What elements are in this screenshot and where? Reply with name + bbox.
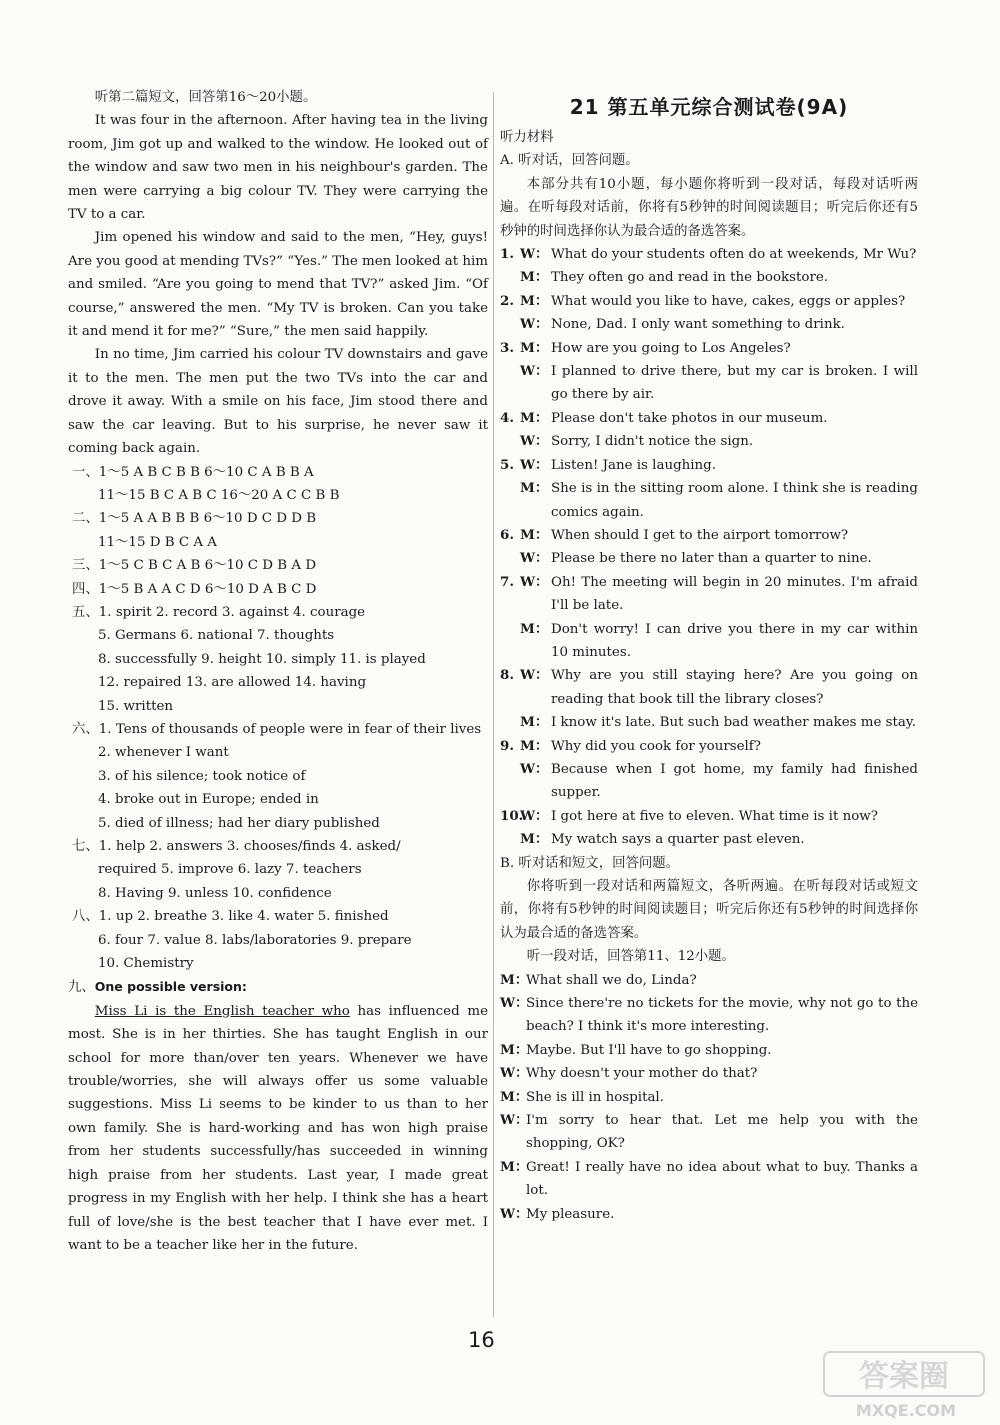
conversation-text: My pleasure. (526, 1206, 615, 1222)
answer-key (68, 461, 488, 976)
dialogue-line (500, 524, 918, 547)
section9-header (68, 975, 488, 999)
dialogue-line (500, 454, 918, 477)
partB-heading: B. 听对话和短文，回答问题。 (500, 855, 680, 871)
essay-text: has influenced me most. She is in her thirties. She has taught English in our school for more than/over ten years. Whenever we have trouble/worries, she will always offer us some valuable suggestions. Miss Li seems to be kinder to us than to her own family. She is hard-working and has won high praise from her students successfully/has succeeded in winning high praise from her students. Last year, I made great progress in my English with her help. I think she has a heart full of love/she is the best teacher that I have ever met. I want to be a teacher like her in the future. (68, 1003, 488, 1253)
dialogue-number: 7. (500, 573, 514, 590)
test-title: 21 第五单元综合测试卷(9A) (569, 95, 849, 119)
speaker-label: M： (520, 409, 549, 426)
right-column (500, 86, 918, 1226)
dialogue-line (500, 290, 918, 313)
dialogue-line (500, 477, 918, 524)
dialogue-line (500, 337, 918, 360)
dialogue-text: Sorry, I didn't notice the sign. (551, 434, 754, 450)
dialogue-line (500, 711, 918, 734)
dialogue-line (500, 547, 918, 570)
speaker-label: W： (520, 550, 549, 567)
answer-line: 8. successfully 9. height 10. simply 11. is played (98, 651, 426, 667)
answer-line: 八、1. up 2. breathe 3. like 4. water 5. finished (72, 909, 389, 925)
dialogue-number: 3. (500, 339, 514, 356)
partA-intro: 本部分共有10小题，每小题你将听到一段对话，每段对话听两遍。在听每段对话前，你将有5秒钟的时间阅读题目；听完后你还有5秒钟的时间选择你认为最合适的备选答案。 (500, 176, 918, 239)
dialogue-number: 8. (500, 667, 514, 684)
answer-line: 15. written (98, 698, 174, 714)
dialogue-line (500, 430, 918, 453)
conversation-text: Why doesn't your mother do that? (526, 1066, 758, 1082)
model-essay (68, 1000, 488, 1257)
watermark-bottom: MXQE.COM (855, 1401, 957, 1420)
speaker-label: M： (520, 269, 549, 286)
speaker-label: W： (520, 246, 549, 263)
dialogue-text: Because when I got home, my family had finished supper. (551, 761, 918, 801)
dialogue-line (500, 664, 918, 711)
dialogue-line (500, 758, 918, 805)
dialogue-list (500, 243, 918, 852)
answer-line: 8. Having 9. unless 10. confidence (98, 885, 332, 901)
answer-line: 一、1～5 A B C B B 6～10 C A B B A (72, 464, 314, 480)
speaker-label: W： (500, 1065, 529, 1082)
partB-instruction: 听一段对话，回答第11、12小题。 (526, 949, 735, 965)
dialogue-text: They often go and read in the bookstore. (551, 270, 829, 286)
passage-paragraph: In no time, Jim carried his colour TV downstairs and gave it to the men. The men put the two TVs into the car and drove it away. With a smile on his face, Jim stood there and saw the car leaving. But to his surprise, he never saw it coming back again. (68, 347, 488, 457)
conversation-line (500, 1086, 918, 1109)
passage2-text (68, 109, 488, 460)
dialogue-line (500, 407, 918, 430)
watermark-logo (822, 1350, 992, 1420)
passage2-instruction: 听第二篇短文，回答第16～20小题。 (94, 90, 317, 105)
conversation-line (500, 1039, 918, 1062)
answer-line: 二、1～5 A A B B B 6～10 D C D D B (72, 511, 317, 527)
dialogue-line (500, 735, 918, 758)
material-label: 听力材料 (500, 130, 554, 145)
conversation-text: Since there're no tickets for the movie, why not go to the beach? I think it's more interesting. (526, 996, 918, 1035)
watermark-top: 答案圈 (859, 1359, 949, 1394)
speaker-label: W： (520, 760, 549, 777)
answer-line: 五、1. spirit 2. record 3. against 4. courage (72, 604, 366, 620)
speaker-label: M： (500, 971, 529, 988)
section9-heading: One possible version: (94, 979, 247, 995)
answer-line: 六、1. Tens of thousands of people were in fear of their lives (72, 721, 482, 737)
partB-intro: 你将听到一段对话和两篇短文，各听两遍。在听每段对话或短文前，你将有5秒钟的时间阅读题目；听完后你还有5秒钟的时间选择你认为最合适的备选答案。 (500, 879, 918, 941)
dialogue-line (500, 313, 918, 336)
dialogue-line (500, 360, 918, 407)
speaker-label: M： (500, 1088, 529, 1105)
speaker-label: M： (520, 339, 549, 356)
speaker-label: W： (500, 1205, 529, 1222)
speaker-label: M： (520, 620, 549, 637)
conversation-line (500, 969, 918, 992)
dialogue-text: What would you like to have, cakes, eggs or apples? (551, 293, 906, 309)
speaker-label: M： (520, 292, 549, 309)
dialogue-text: None, Dad. I only want something to drink. (551, 317, 845, 333)
conversation-text: Maybe. But I'll have to go shopping. (526, 1042, 772, 1058)
speaker-label: W： (520, 573, 549, 590)
dialogue-text: Please be there no later than a quarter to nine. (551, 551, 872, 567)
passage-paragraph: Jim opened his window and said to the men, “Hey, guys! Are you good at mending TVs?” “Yes.” The men looked at him and smiled. “Are you going to mend that TV?” asked Jim. “Of course,” answered the men. “My TV is broken. Can you take it and mend it for me?” “Sure,” the men said happily. (68, 230, 488, 340)
conversation-text: What shall we do, Linda? (526, 972, 697, 988)
speaker-label: M： (520, 714, 549, 731)
speaker-label: W： (520, 807, 549, 824)
speaker-label: W： (500, 995, 529, 1012)
dialogue-text: What do your students often do at weekends, Mr Wu? (551, 247, 917, 263)
dialogue-line (500, 266, 918, 289)
answer-line: 5. died of illness; had her diary published (98, 815, 380, 831)
answer-line: 10. Chemistry (98, 956, 194, 972)
dialogue-number: 1. (500, 246, 514, 263)
answer-line: 3. of his silence; took notice of (98, 768, 306, 784)
dialogue-text: When should I get to the airport tomorrow? (551, 527, 849, 543)
answer-line: 11～15 B C A B C 16～20 A C C B B (98, 487, 340, 503)
left-column (68, 86, 488, 1257)
dialogue-text: Why did you cook for yourself? (551, 738, 761, 754)
answer-line: 12. repaired 13. are allowed 14. having (98, 675, 367, 691)
speaker-label: M： (500, 1041, 529, 1058)
dialogue-line (500, 828, 918, 851)
dialogue-line (500, 618, 918, 665)
dialogue-number: 10. (500, 807, 524, 824)
dialogue-text: I got here at five to eleven. What time is it now? (551, 808, 878, 824)
answer-line: 七、1. help 2. answers 3. chooses/finds 4. asked/ (72, 839, 401, 854)
dialogue-line (500, 805, 918, 828)
answer-line: 11～15 D B C A A (98, 534, 217, 550)
dialogue-number: 4. (500, 409, 514, 426)
dialogue-number: 5. (500, 456, 514, 473)
section9-label: 九、 (68, 980, 95, 996)
speaker-label: M： (520, 526, 549, 543)
conversation-line (500, 1109, 918, 1156)
answer-line: required 5. improve 6. lazy 7. teachers (98, 862, 362, 878)
dialogue-number: 9. (500, 737, 514, 754)
page-number: 16 (468, 1328, 495, 1352)
dialogue-text: I know it's late. But such bad weather makes me stay. (551, 715, 916, 731)
dialogue-number: 2. (500, 292, 514, 309)
conversation-line (500, 1156, 918, 1203)
speaker-label: W： (520, 433, 549, 450)
dialogue-text: Oh! The meeting will begin in 20 minutes. I'm afraid I'll be late. (551, 574, 918, 614)
speaker-label: W： (520, 316, 549, 333)
speaker-label: M： (520, 831, 549, 848)
dialogue-text: Why are you still staying here? Are you going on reading that book till the library closes? (551, 668, 918, 707)
dialogue-text: Don't worry! I can drive you there in my car within 10 minutes. (551, 621, 918, 660)
conversation-line (500, 992, 918, 1039)
dialogue-line (500, 571, 918, 618)
speaker-label: M： (520, 737, 549, 754)
dialogue-line (500, 243, 918, 266)
conversation-text: She is ill in hospital. (526, 1089, 664, 1105)
speaker-label: W： (520, 456, 549, 473)
partA-heading: A. 听对话，回答问题。 (500, 153, 639, 169)
conversation (500, 969, 918, 1226)
essay-underlined: Miss Li is the English teacher who (94, 1003, 350, 1019)
conversation-text: Great! I really have no idea about what to buy. Thanks a lot. (526, 1159, 918, 1199)
column-divider (493, 92, 494, 1317)
dialogue-text: She is in the sitting room alone. I think she is reading comics again. (551, 481, 918, 520)
conversation-line (500, 1203, 918, 1226)
dialogue-text: How are you going to Los Angeles? (551, 340, 791, 356)
dialogue-number: 6. (500, 526, 514, 543)
dialogue-text: Listen! Jane is laughing. (551, 457, 717, 473)
answer-line: 4. broke out in Europe; ended in (98, 792, 319, 808)
answer-line: 2. whenever I want (98, 745, 229, 761)
dialogue-text: I planned to drive there, but my car is broken. I will go there by air. (551, 364, 918, 403)
speaker-label: W： (500, 1112, 529, 1129)
conversation-text: I'm sorry to hear that. Let me help you with the shopping, OK? (526, 1113, 918, 1152)
answer-line: 四、1～5 B A A C D 6～10 D A B C D (72, 581, 317, 597)
answer-line: 5. Germans 6. national 7. thoughts (98, 628, 335, 644)
dialogue-text: My watch says a quarter past eleven. (551, 832, 805, 848)
dialogue-text: Please don't take photos in our museum. (551, 410, 828, 426)
speaker-label: W： (520, 363, 549, 380)
answer-line: 6. four 7. value 8. labs/laboratories 9. prepare (98, 932, 412, 948)
answer-line: 三、1～5 C B C A B 6～10 C D B A D (72, 558, 317, 574)
passage-paragraph: It was four in the afternoon. After having tea in the living room, Jim got up and walked to the window. He looked out of the window and saw two men in his neighbour's garden. The men were carrying a big colour TV. They were carrying the TV to a car. (68, 113, 488, 223)
speaker-label: W： (520, 667, 549, 684)
conversation-line (500, 1062, 918, 1085)
speaker-label: M： (500, 1158, 529, 1175)
speaker-label: M： (520, 480, 549, 497)
